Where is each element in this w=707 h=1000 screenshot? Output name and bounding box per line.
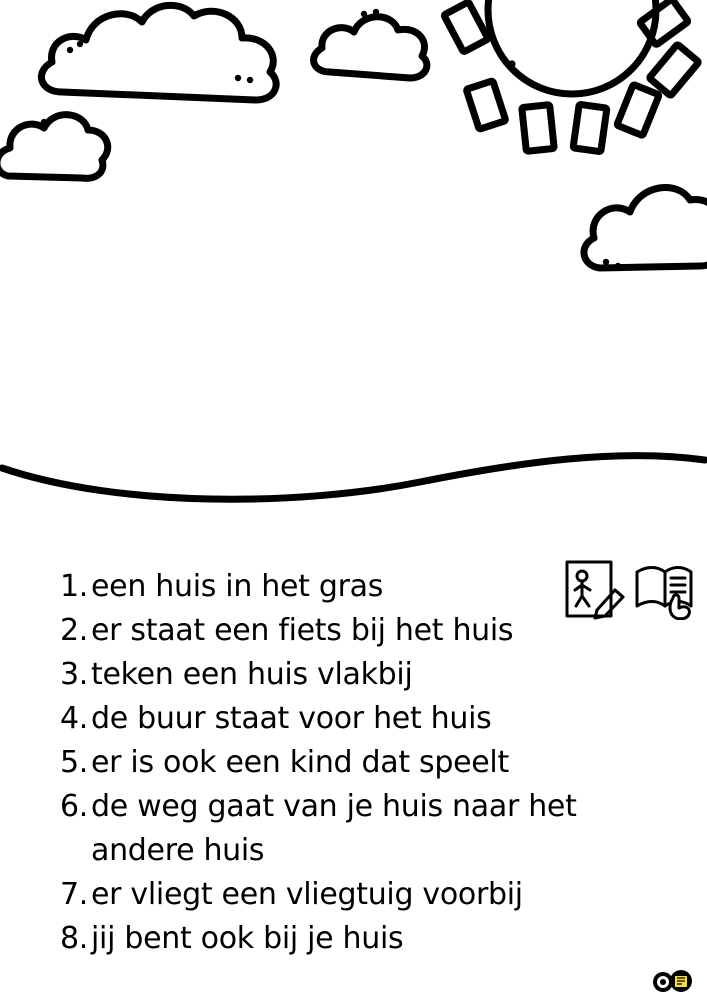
list-item [0,653,707,697]
list-item-number: 4. [59,701,88,736]
list-item-text: de buur staat voor het huis [91,701,492,736]
list-item-number: 2. [59,613,88,648]
horizon-line [0,420,707,540]
list-item [0,873,707,917]
list-item-text: de weg gaat van je huis naar het andere huis [91,789,577,868]
list-item [0,565,707,609]
list-item [0,741,707,785]
list-item-text: er vliegt een vliegtuig voorbij [91,877,523,912]
list-item-text: er staat een fiets bij het huis [91,613,514,648]
list-item-number: 3. [59,657,88,692]
list-item [0,697,707,741]
list-item [0,609,707,653]
list-item-number: 1. [59,569,88,604]
list-item-text: een huis in het gras [91,569,384,604]
list-item [0,917,707,961]
list-item-text: er is ook een kind dat speelt [91,745,509,780]
publisher-logo-icon [651,966,693,994]
list-item-number: 7. [59,877,88,912]
list-item-text: jij bent ook bij je huis [91,921,404,956]
list-item-number: 6. [59,789,88,824]
instruction-list [0,565,707,961]
list-item-number: 5. [59,745,88,780]
list-item-number: 8. [59,921,88,956]
list-item [0,785,707,873]
list-item-text: teken een huis vlakbij [91,657,413,692]
